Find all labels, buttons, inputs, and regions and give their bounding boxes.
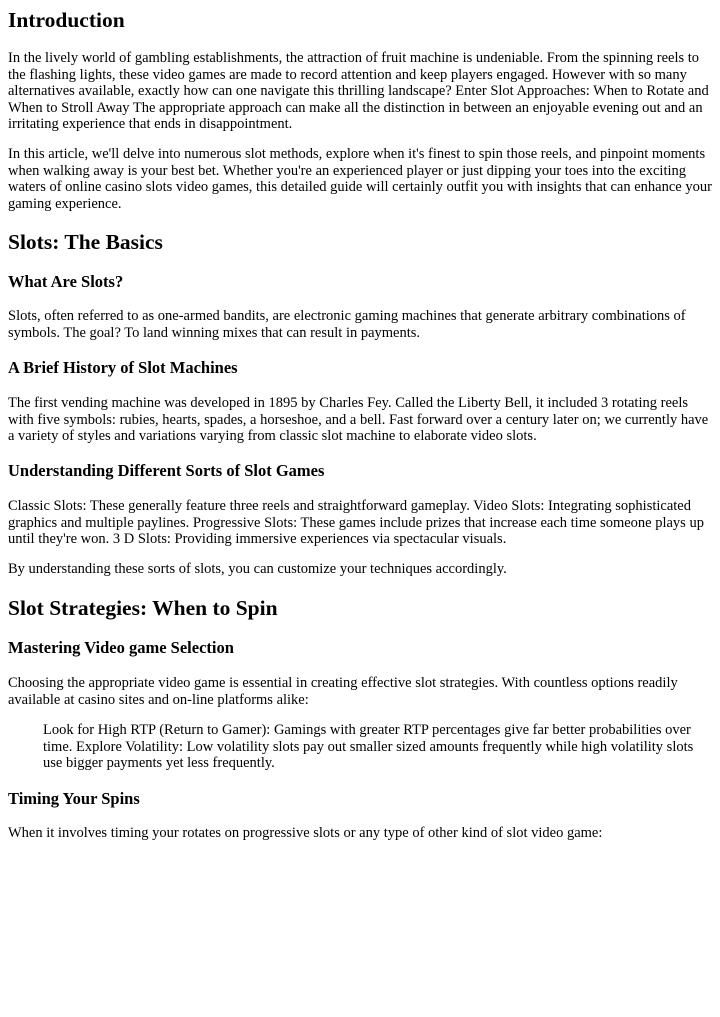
timing-paragraph: When it involves timing your rotates on progressive slots or any type of other kind of slot video game: (8, 825, 603, 841)
heading-what-are-slots: What Are Slots? (8, 272, 124, 291)
heading-timing-your-spins: Timing Your Spins (8, 789, 140, 808)
sorts-followup-paragraph: By understanding these sorts of slots, you can customize your techniques accordingly. (8, 561, 507, 577)
heading-video-game-selection: Mastering Video game Selection (8, 638, 234, 657)
heading-brief-history: A Brief History of Slot Machines (8, 358, 238, 377)
heading-sorts-of-slots: Understanding Different Sorts of Slot Games (8, 461, 325, 480)
selection-indented-paragraph: Look for High RTP (Return to Gamer): Gamings with greater RTP percentages give far better probabilities over time. Explore Volatility: Low volatility slots pay out smaller sized amounts frequently while high volatility slots use bigger payments yet less frequently. (43, 722, 694, 772)
sorts-paragraph: Classic Slots: These generally feature three reels and straightforward gameplay. Video Slots: Integrating sophisticated graphics and multiple paylines. Progressive Slots: These games include prizes that increase each time someone plays up until they're won. 3 D Slots: Providing immersive experiences via spectacular visuals. (8, 498, 704, 548)
heading-slots-basics: Slots: The Basics (8, 230, 163, 254)
what-are-slots-paragraph: Slots, often referred to as one-armed bandits, are electronic gaming machines that generate arbitrary combinations of symbols. The goal? To land winning mixes that can result in payments. (8, 308, 686, 341)
heading-introduction: Introduction (8, 8, 125, 32)
heading-slot-strategies: Slot Strategies: When to Spin (8, 596, 278, 620)
intro-paragraph-1: In the lively world of gambling establishments, the attraction of fruit machine is undeniable. From the spinning reels to the flashing lights, these video games are made to record attention and keep players engaged. However with so many alternatives available, exactly how can one navigate this thrilling landscape? Enter Slot Approaches: When to Rotate and When to Stroll Away The appropriate approach can make all the distinction in between an enjoyable evening out and an irritating experience that ends in disappointment. (8, 50, 709, 133)
intro-paragraph-2: In this article, we'll delve into numerous slot methods, explore when it's finest to spin those reels, and pinpoint moments when walking away is your best bet. Whether you're an experienced player or just dipping your toes into the exciting waters of online casino slots video games, this detailed guide will certainly outfit you with insights that can enhance your gaming experience. (8, 146, 712, 212)
history-paragraph: The first vending machine was developed in 1895 by Charles Fey. Called the Liberty Bell, it included 3 rotating reels with five symbols: rubies, hearts, spades, a horseshoe, and a bell. Fast forward over a century later on; we currently have a variety of styles and variations varying from classic slot machine to elaborate video slots. (8, 395, 709, 445)
selection-paragraph: Choosing the appropriate video game is essential in creating effective slot strategies. With countless options readily available at casino sites and on-line platforms alike: (8, 675, 678, 708)
